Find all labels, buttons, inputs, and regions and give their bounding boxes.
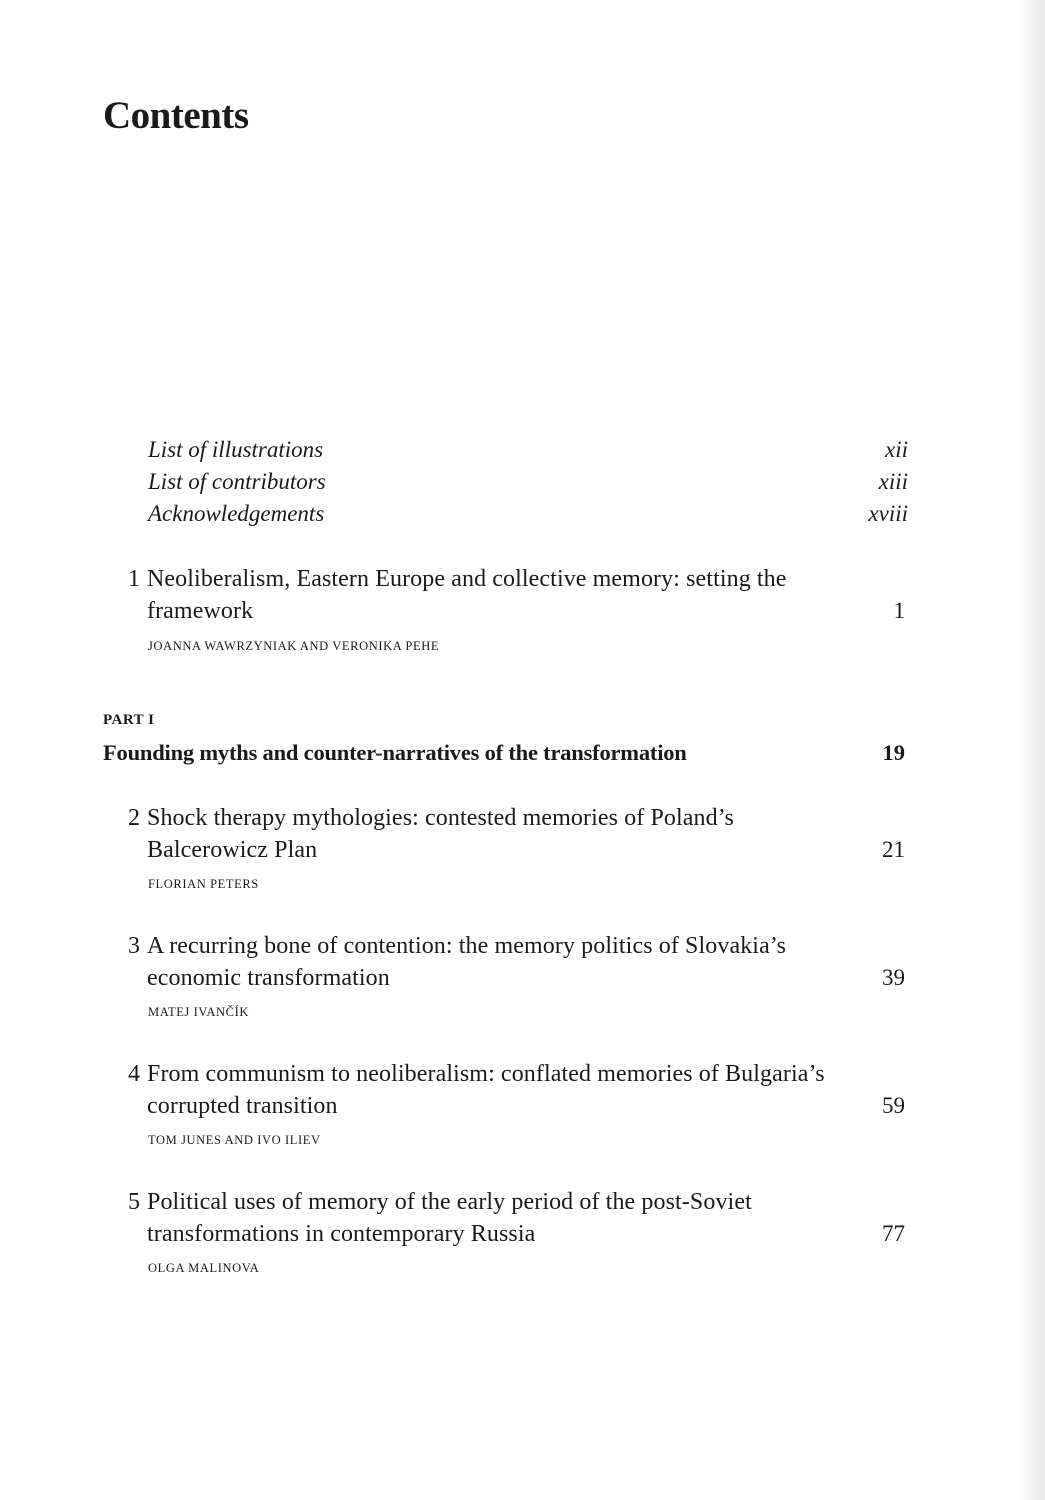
chapter-page-number: 59	[882, 1093, 905, 1118]
chapter-title: From communism to neoliberalism: conflated memories of Bulgaria’s corrupted transition	[147, 1061, 825, 1119]
chapter-page-number: 21	[882, 837, 905, 862]
chapter-author: JOANNA WAWRZYNIAK AND VERONIKA PEHE	[148, 639, 440, 653]
chapter-page-number: 77	[882, 1221, 905, 1246]
chapter-number: 1	[128, 566, 140, 592]
chapter-author: FLORIAN PETERS	[148, 877, 259, 891]
chapter-number: 2	[128, 805, 140, 831]
toc-entry-page-number: xii	[885, 437, 908, 462]
part-page-number: 19	[882, 740, 905, 765]
chapter-page-number: 39	[882, 965, 905, 990]
chapter-title: Shock therapy mythologies: contested memories of Poland’s Balcerowicz Plan	[147, 805, 734, 863]
toc-entry-page-number: xiii	[878, 469, 908, 494]
chapter-author: OLGA MALINOVA	[148, 1261, 260, 1275]
toc-entry-page-number: xviii	[868, 501, 908, 526]
toc-entry-list-of-contributors[interactable]	[148, 467, 908, 497]
chapter-title: Political uses of memory of the early period of the post-Soviet transformations in contemporary Russia	[147, 1189, 752, 1247]
chapter-number: 4	[128, 1061, 140, 1087]
toc-entry-label: Acknowledgements	[148, 501, 325, 526]
chapter-number: 3	[128, 933, 140, 959]
chapter-page-number: 1	[893, 598, 905, 623]
part-label: PART I	[103, 712, 155, 728]
toc-entry-list-of-illustrations[interactable]	[148, 435, 908, 465]
chapter-author: MATEJ IVANČÍK	[148, 1005, 249, 1019]
chapter-author: TOM JUNES AND IVO ILIEV	[148, 1133, 321, 1147]
chapter-title: A recurring bone of contention: the memory politics of Slovakia’s economic transformation	[147, 933, 787, 991]
toc-entry-label: List of illustrations	[148, 437, 324, 462]
chapter-title: Neoliberalism, Eastern Europe and collective memory: setting the framework	[147, 566, 787, 624]
page-edge-shadow	[1019, 0, 1045, 1500]
toc-entry-label: List of contributors	[148, 469, 326, 494]
toc-entry-acknowledgements[interactable]	[148, 499, 908, 529]
part-title[interactable]: Founding myths and counter-narratives of the transformation	[103, 740, 687, 765]
page-title: Contents	[103, 94, 249, 137]
chapter-number: 5	[128, 1189, 140, 1215]
